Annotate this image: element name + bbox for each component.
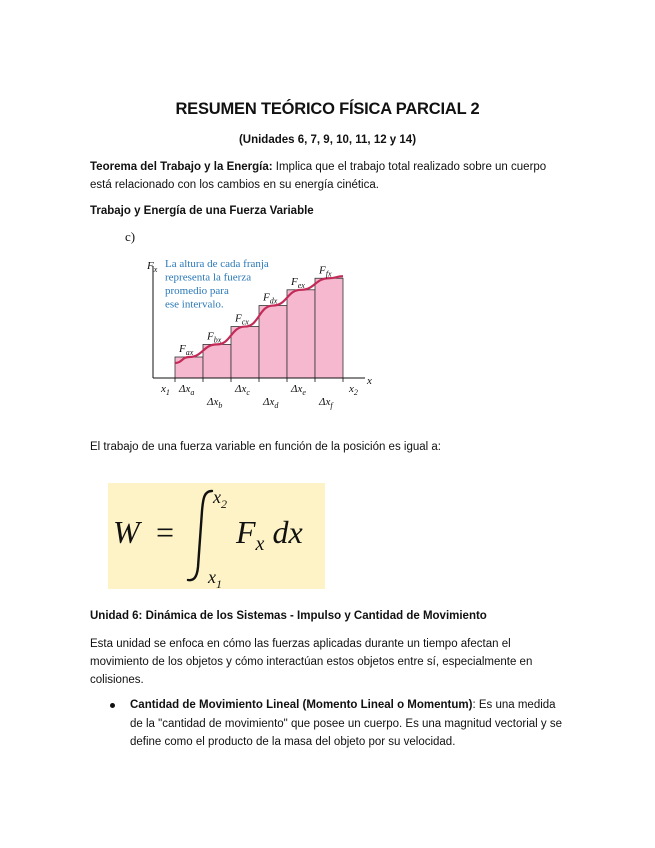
theorem-text: Implica que el trabajo total realizado sobre un cuerpo está relacionado con los cambios en su energía cinética. — [90, 161, 547, 191]
strip-1 — [175, 357, 203, 378]
work-statement: El trabajo de una fuerza variable en función de la posición es igual a: — [90, 441, 441, 453]
interval-label-5: $\Delta x_e$ — [291, 383, 306, 397]
interval-label-3: $\Delta x_c$ — [235, 383, 250, 397]
force-strips-diagram — [125, 226, 375, 421]
annotation-line-4: ese intervalo. — [165, 298, 224, 311]
theorem-label: Teorema del Trabajo y la Energía: — [90, 161, 273, 173]
force-label-6: $F_{fx}$ — [319, 264, 332, 279]
formula-integrand: $F_x$ dx — [236, 514, 303, 555]
formula-lhs: W — [113, 514, 140, 550]
force-label-4: $F_{dx}$ — [263, 291, 278, 306]
interval-label-6: $\Delta x_f$ — [319, 396, 333, 410]
x-end-label: $x_2$ — [349, 383, 358, 397]
panel-label: c) — [125, 229, 136, 244]
force-label-5: $F_{ex}$ — [291, 275, 305, 290]
annotation-line-1: La altura de cada franja — [165, 258, 269, 270]
annotation-line-3: promedio para — [165, 285, 229, 297]
strip-2 — [203, 344, 231, 378]
interval-label-2: $\Delta x_b$ — [207, 396, 223, 410]
y-axis-label: $F_x$ — [147, 260, 158, 274]
formula-upper-limit: $x_2$ — [213, 487, 227, 511]
unit6-intro: Esta unidad se enfoca en cómo las fuerzas aplicadas durante un tiempo afectan el movimiento de los objetos y cómo interactúan estos objetos entre sí, especialmente en colisiones. — [90, 638, 533, 686]
variable-force-figure — [125, 226, 375, 421]
theorem-paragraph — [90, 158, 570, 194]
strip-4 — [259, 306, 287, 378]
document-subtitle: (Unidades 6, 7, 9, 10, 11, 12 y 14) — [238, 134, 417, 146]
strip-3 — [231, 327, 259, 378]
formula-equals: = — [156, 514, 175, 550]
bullet-item-momentum — [130, 696, 570, 752]
formula-svg — [108, 483, 325, 589]
formula-lower-limit: $x_1$ — [208, 567, 222, 589]
strip-6 — [315, 278, 343, 378]
annotation-text — [165, 258, 269, 311]
annotation-line-2: representa la fuerza — [165, 271, 252, 284]
force-label-2: $F_{bx}$ — [207, 330, 222, 345]
force-label-1: $F_{ax}$ — [179, 343, 194, 357]
interval-label-1: $\Delta x_a$ — [179, 383, 195, 397]
x-start-label: $x_1$ — [161, 383, 170, 397]
bullet-marker — [110, 703, 115, 708]
x-axis-label: x — [367, 375, 372, 387]
bullet-term: Cantidad de Movimiento Lineal (Momento Lineal o Momentum) — [130, 699, 473, 711]
bullet-text: : Es una medida de la "cantidad de movimiento" que posee un cuerpo. Es una magnitud vectorial y se define como el producto de la masa del objeto por su velocidad. — [130, 699, 563, 748]
interval-label-4: $\Delta x_d$ — [263, 396, 279, 410]
strip-5 — [287, 290, 315, 378]
force-label-3: $F_{cx}$ — [235, 312, 249, 327]
work-integral-formula — [108, 483, 325, 589]
document-title: RESUMEN TEÓRICO FÍSICA PARCIAL 2 — [175, 100, 480, 118]
section-heading-variable-force: Trabajo y Energía de una Fuerza Variable — [90, 205, 314, 217]
unit6-heading: Unidad 6: Dinámica de los Sistemas - Impulso y Cantidad de Movimiento — [90, 610, 487, 622]
